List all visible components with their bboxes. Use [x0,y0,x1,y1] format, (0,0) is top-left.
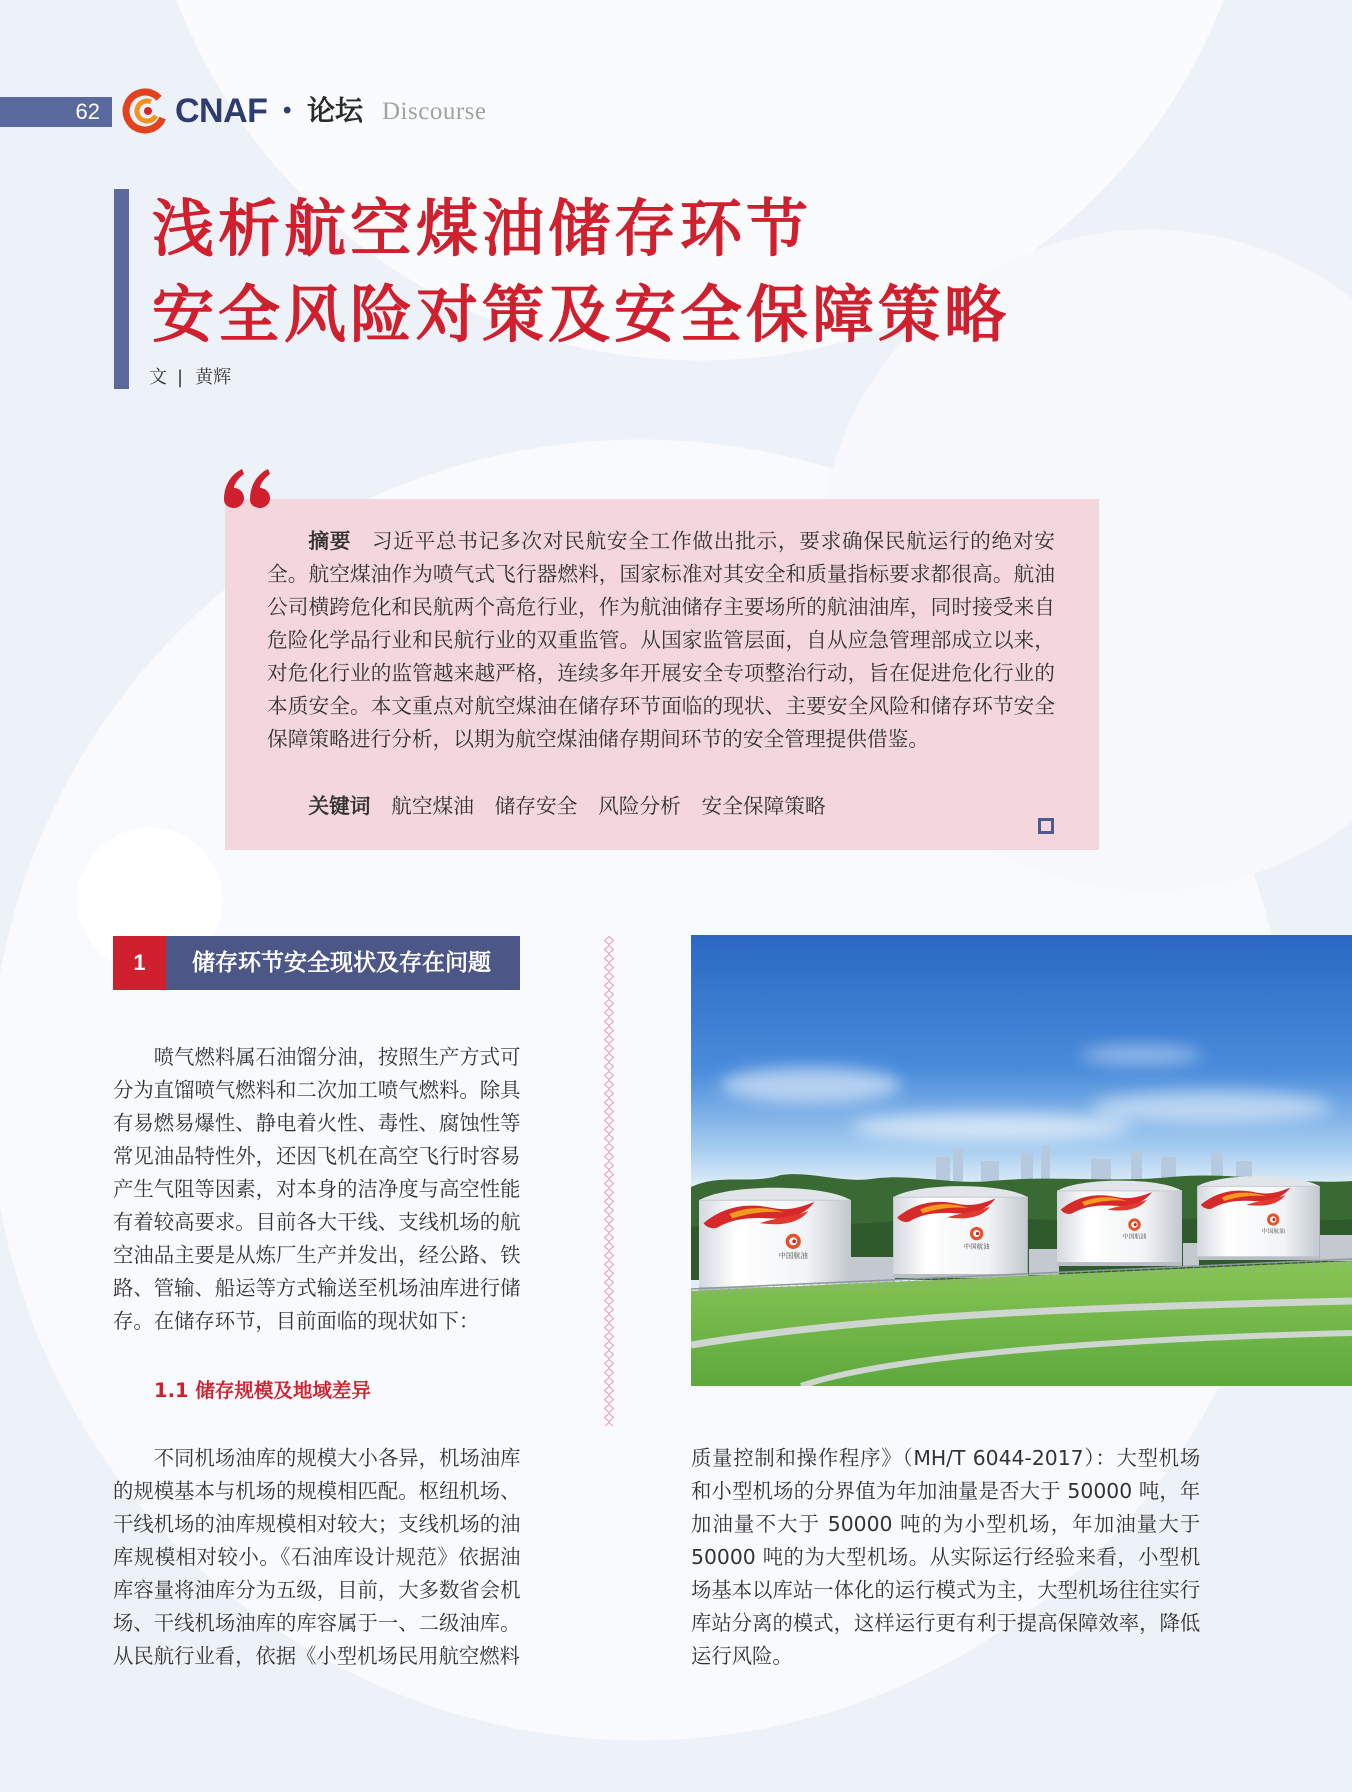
section-heading [113,936,520,990]
subsection-paragraph-left: 不同机场油库的规模大小各异，机场油库的规模基本与机场的规模相匹配。枢纽机场、干线机场的油库规模相对较大；支线机场的油库规模相对较小。《石油库设计规范》依据油库容量将油库分为五级，目前，大多数省会机场、干线机场油库的库容属于一、二级油库。从民航行业看，依据《小型机场民用航空燃料 [113,1446,521,1668]
abstract-paragraph [267,525,1055,756]
keyword: 风险分析 [598,794,681,818]
title-accent-bar [114,189,129,389]
section-intro-paragraph: 喷气燃料属石油馏分油，按照生产方式可分为直馏喷气燃料和二次加工喷气燃料。除具有易燃易爆性、静电着火性、毒性、腐蚀性等常见油品特性外，还因飞机在高空飞行时容易产生气阻等因素，对本身的洁净度与高空性能有着较高要求。目前各大干线、支线机场的航空油品主要是从炼厂生产并发出，经公路、铁路、管输、船运等方式输送至机场油库进行储存。在储存环节，目前面临的现状如下： [113,1045,521,1333]
end-square-icon [1038,818,1054,834]
keywords-row [267,790,826,823]
subsection-paragraph-right: 质量控制和操作程序》（MH/T 6044-2017）：大型机场和小型机场的分界值为年加油量是否大于 50000 吨，年加油量不大于 50000 吨的为小型机场，年加油量大于 50000 吨的为大型机场。从实际运行经验来看，小型机场基本以库站一体化的运行模式为主，大型机场往往实行库站分离的模式，这样运行更有利于提高保障效率，降低运行风险。 [691,1446,1201,1668]
cnaf-logo-icon [121,88,169,134]
section-number: 1 [113,936,166,990]
byline [149,366,231,390]
storage-tank-1 [699,1188,851,1292]
article-title [152,186,1010,358]
section-title: 储存环节安全现状及存在问题 [192,950,491,976]
oil-storage-tanks-photo [691,935,1352,1386]
quote-mark-icon [222,466,272,510]
header-separator: • [283,97,292,124]
storage-tank-2 [893,1186,1028,1278]
byline-divider: | [177,367,184,388]
keyword: 航空煤油 [391,794,474,818]
subsection-title: 1.1 储存规模及地域差异 [154,1379,371,1402]
abstract-label: 摘要 [308,529,352,553]
column-name-english: Discourse [382,98,487,125]
author-name: 黄辉 [195,367,232,388]
page-number: 62 [75,99,100,124]
title-line-1: 浅析航空煤油储存环节 [152,192,813,265]
column-divider [604,936,614,1426]
brand-name: CNAF [175,92,268,130]
byline-label: 文 [149,367,167,388]
keywords-label: 关键词 [308,794,371,818]
storage-tank-4 [1197,1176,1320,1260]
storage-tank-3 [1057,1181,1182,1266]
abstract-text: 习近平总书记多次对民航安全工作做出批示，要求确保民航运行的绝对安全。航空煤油作为喷气式飞行器燃料，国家标准对其安全和质量指标要求都很高。航油公司横跨危化和民航两个高危行业，作为航油储存主要场所的航油油库，同时接受来自危险化学品行业和民航行业的双重监管。从国家监管层面，自从应急管理部成立以来，对危化行业的监管越来越严格，连续多年开展安全专项整治行动，旨在促进危化行业的本质安全。本文重点对航空煤油在储存环节面临的现状、主要安全风险和储存环节安全保障策略进行分析，以期为航空煤油储存期间环节的安全管理提供借鉴。 [267,529,1055,751]
column-name: 论坛 [307,94,364,127]
page-number-bar [0,97,112,127]
abstract-box [225,499,1099,850]
keyword: 储存安全 [494,794,578,818]
title-line-2: 安全风险对策及安全保障策略 [152,278,1011,351]
keyword: 安全保障策略 [701,794,826,818]
